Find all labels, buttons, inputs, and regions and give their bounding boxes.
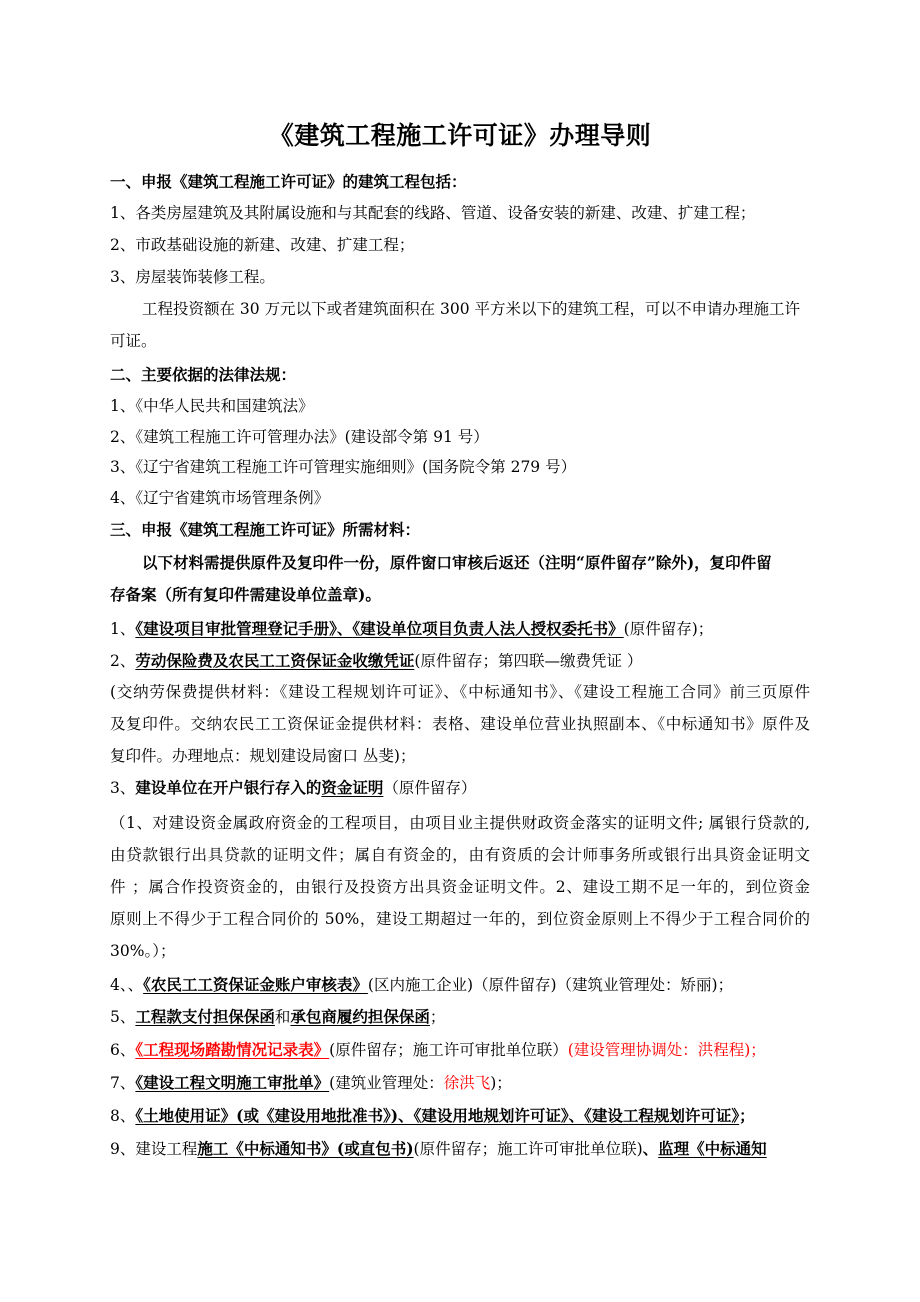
material-6-number: 6、: [110, 1041, 136, 1059]
material-item-4: [110, 975, 733, 995]
section-3-heading: 三、申报《建筑工程施工许可证》所需材料：: [110, 520, 421, 539]
material-7-end: )；: [490, 1074, 512, 1092]
material-3-detail-line-4: 原则上不得少于工程合同价的 50%，建设工期超过一年的，到位资金原则上不得少于工程合同价的: [110, 910, 810, 928]
material-9-number: 9、建设工程: [110, 1140, 198, 1158]
section-1-item-1: 1、各类房屋建筑及其附属设施和与其配套的线路、管道、设备安装的新建、改建、扩建工程；: [110, 204, 756, 222]
section-3-intro-line-2: 存备案（所有复印件需建设单位盖章)。: [110, 585, 381, 604]
material-8-doc-a: 《土地使用证》(或《建设用地批准书》): [135, 1106, 399, 1125]
material-9-doc-b: 监理《中标通知: [658, 1139, 767, 1158]
material-1-note: (原件留存)；: [623, 620, 714, 638]
material-item-7: [110, 1073, 512, 1093]
material-4-doc: 《农民工工资保证金账户审核表》: [143, 975, 368, 994]
material-6-contact: (建设管理协调处：洪程程)；: [567, 1041, 766, 1059]
law-item-2: 2、《建筑工程施工许可管理办法》(建设部令第 91 号）: [110, 428, 489, 446]
law-item-1: 1、《中华人民共和国建筑法》: [110, 397, 314, 415]
material-1-separator: 、: [336, 619, 353, 638]
material-2-number: 2、: [110, 652, 136, 670]
material-item-1: [110, 619, 713, 639]
material-3-detail-line-1: （1、对建设资金属政府资金的工程项目，由项目业主提供财政资金落实的证明文件; 属银行贷款的,: [110, 814, 810, 832]
material-2-doc: 劳动保险费及农民工工资保证金收缴凭证: [135, 651, 415, 670]
material-3-detail-line-5: 30%。）；: [110, 942, 176, 960]
section-1-heading: 一、申报《建筑工程施工许可证》的建筑工程包括：: [110, 172, 467, 191]
material-7-number: 7、: [110, 1074, 136, 1092]
material-8-doc-b: 《建设用地规划许可证》: [413, 1106, 569, 1125]
material-1-doc-b: 《建设单位项目负责人法人授权委托书》: [352, 619, 624, 638]
material-2-note: (原件留存；第四联—缴费凭证 ）: [414, 652, 643, 670]
material-4-number: 4、、: [110, 976, 144, 994]
material-9-note: (原件留存；施工许可审批单位联): [413, 1140, 643, 1158]
material-3-note: （原件留存）: [383, 779, 477, 797]
section-1-item-2: 2、市政基础设施的新建、改建、扩建工程；: [110, 236, 415, 254]
material-8-number: 8、: [110, 1107, 136, 1125]
material-3-number: 3、: [110, 779, 136, 797]
section-2-heading: 二、主要依据的法律法规：: [110, 365, 297, 384]
material-item-3: [110, 778, 476, 798]
material-5-doc-b: 承包商履约担保保函: [290, 1007, 430, 1026]
material-8-separator-2: 、: [568, 1106, 585, 1125]
material-5-doc-a: 工程款支付担保保函: [135, 1007, 275, 1026]
material-7-note: (建筑业管理处：: [329, 1074, 444, 1092]
section-1-note-line-2: 可证。: [110, 332, 157, 350]
material-3-text: 建设单位在开户银行存入的: [135, 778, 322, 797]
material-5-number: 5、: [110, 1008, 136, 1026]
law-item-3: 3、《辽宁省建筑工程施工许可管理实施细则》(国务院令第 279 号）: [110, 458, 577, 476]
material-8-end: ；: [739, 1106, 755, 1125]
material-8-doc-c: 《建设工程规划许可证》: [584, 1106, 740, 1125]
material-3-detail-line-2: 由贷款银行出具贷款的证明文件；属自有资金的，由有资质的会计师事务所或银行出具资金证明文: [110, 846, 810, 864]
material-2-detail-line-1: (交纳劳保费提供材料：《建设工程规划许可证》、《中标通知书》、《建设工程施工合同》前三页原件: [110, 683, 810, 701]
material-5-end: ；: [429, 1008, 446, 1026]
document-title: 《建筑工程施工许可证》办理导则: [268, 121, 652, 150]
section-1-item-3: 3、房屋装饰装修工程。: [110, 268, 275, 286]
material-8-separator-1: 、: [398, 1106, 414, 1125]
material-5-and: 和: [274, 1008, 291, 1026]
material-1-number: 1、: [110, 620, 136, 638]
material-7-contact: 徐洪飞: [443, 1074, 491, 1092]
material-item-9: [110, 1139, 767, 1159]
material-2-detail-line-2: 及复印件。交纳农民工工资保证金提供材料：表格、建设单位营业执照副本、《中标通知书》原件及: [110, 715, 810, 733]
section-1-note-line-1: 工程投资额在 30 万元以下或者建筑面积在 300 平方米以下的建筑工程，可以不申请办理施工许: [142, 300, 801, 318]
material-item-5: [110, 1007, 445, 1027]
material-3-detail-line-3: 件 ；属合作投资资金的，由银行及投资方出具资金证明文件。2、建设工期不足一年的，到位资金: [110, 878, 810, 896]
material-9-doc-a: 施工《中标通知书》(或直包书): [197, 1139, 414, 1158]
section-3-intro-line-1: 以下材料需提供原件及复印件一份，原件窗口审核后返还（注明“原件留存”除外)，复印件留: [142, 553, 772, 572]
material-item-6: [110, 1040, 766, 1060]
material-6-note: (原件留存；施工许可审批单位联）: [329, 1041, 568, 1059]
law-item-4: 4、《辽宁省建筑市场管理条例》: [110, 489, 330, 507]
material-6-doc: 《工程现场踏勘情况记录表》: [135, 1040, 330, 1059]
material-4-note: (区内施工企业)（原件留存)（建筑业管理处：矫丽)；: [367, 976, 734, 994]
material-1-doc-a: 《建设项目审批管理登记手册》: [135, 619, 337, 638]
material-item-2: [110, 651, 642, 671]
material-7-doc: 《建设工程文明施工审批单》: [135, 1073, 330, 1092]
material-3-doc: 资金证明: [321, 778, 384, 797]
material-9-separator: 、: [642, 1139, 659, 1158]
material-item-8: [110, 1106, 755, 1126]
material-2-detail-line-3: 复印件。办理地点：规划建设局窗口 丛斐)；: [110, 747, 416, 765]
